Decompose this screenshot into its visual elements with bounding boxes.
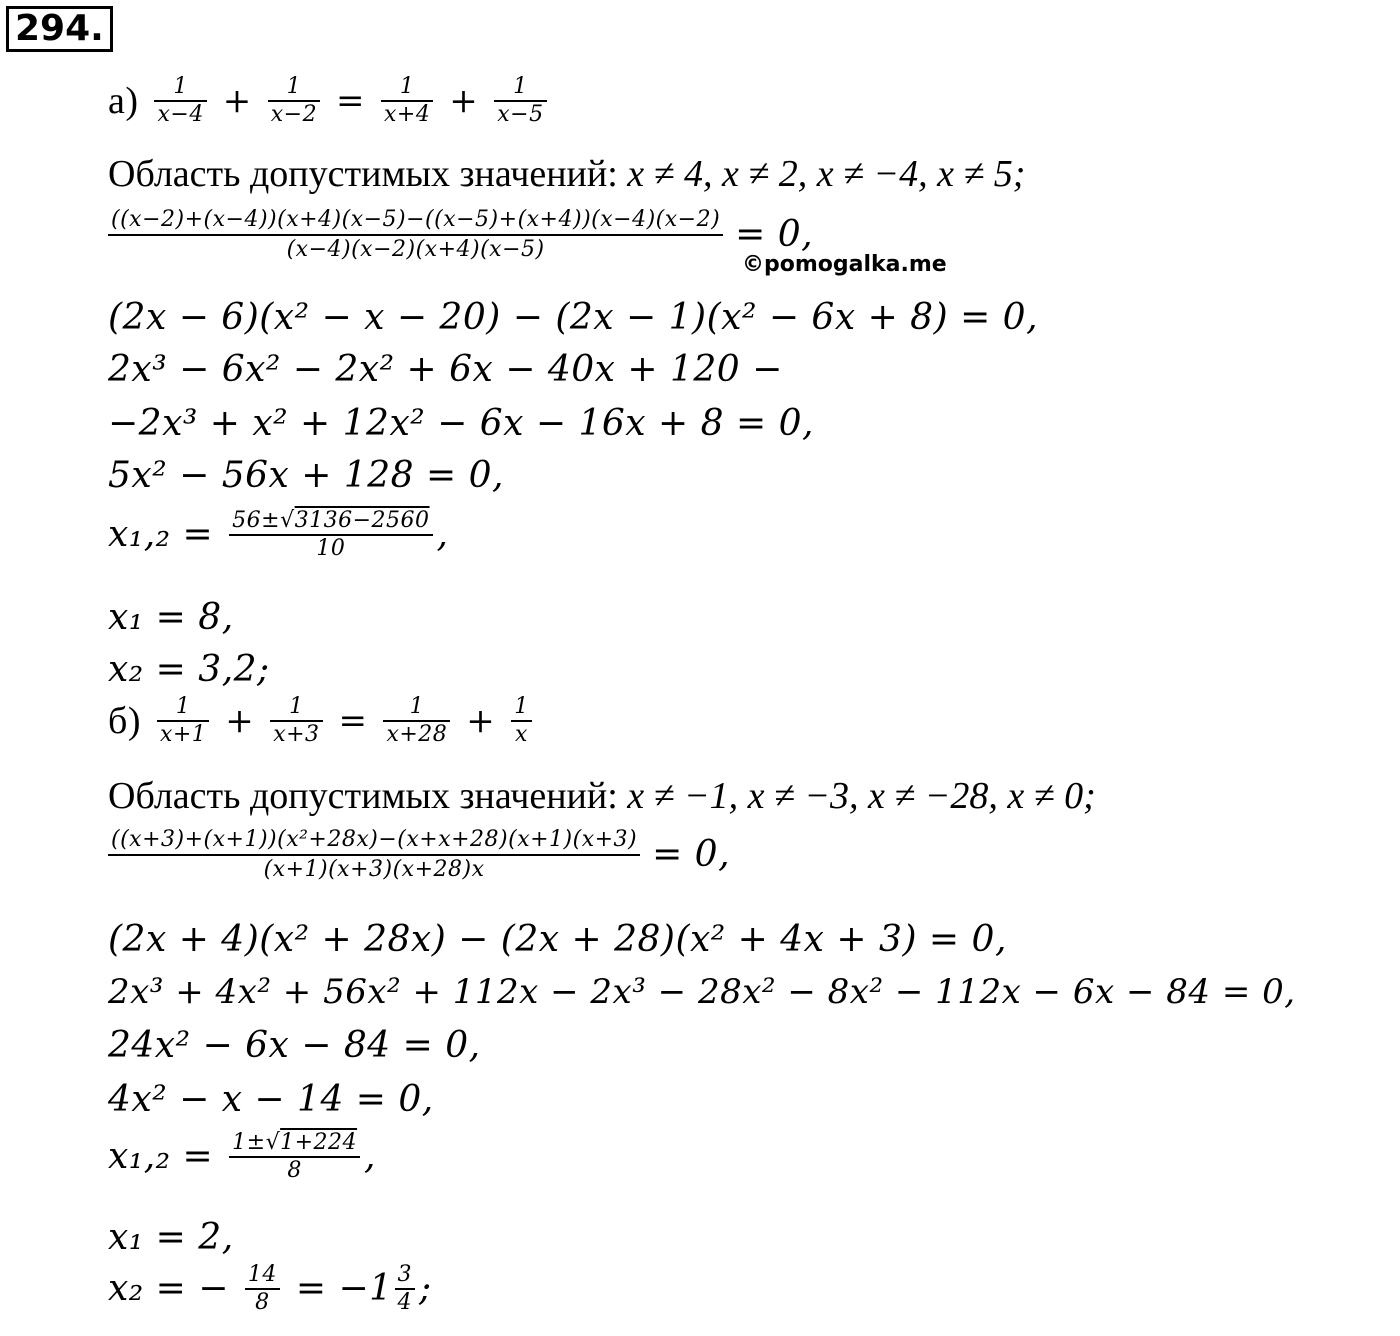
roots-fraction: $\frac{1\pm√1+224}{8}$ xyxy=(229,1130,360,1184)
part-a-equation: а) $\frac{1}{x-4}$ + $\frac{1}{x-2}$ = $\frac{1}{x+4}$ + $\frac{1}{x-5}$ xyxy=(108,74,551,128)
part-b-x1: x₁ = 2, xyxy=(108,1217,234,1258)
mixed-fraction: $\frac{3}{4}$ xyxy=(395,1262,416,1316)
part-b-combined: $\frac{\text{((x+3)+(x+1))(x²+28x)−(x+x+28)(x+1)(x+3)}}{(x+1)(x+3)(x+28)x}$ = 0, xyxy=(108,826,730,884)
part-b-line3: 24x² − 6x − 84 = 0, xyxy=(108,1025,481,1066)
fraction: $\frac{1}{x+3}$ xyxy=(270,694,322,748)
combined-fraction: $\frac{((x-2)+(x-4))(x+4)(x-5)-((x-5)+(x+4))(x-4)(x-2)}{(x-4)(x-2)(x+4)(x-5)}$ xyxy=(108,206,723,264)
part-a-domain xyxy=(108,152,1025,196)
part-a-line4: 5x² − 56x + 128 = 0, xyxy=(108,455,504,496)
part-a-x2: x₂ = 3,2; xyxy=(108,649,270,690)
part-a-roots: x₁,₂ = $\frac{56\pm√3136-2560}{10}$ , xyxy=(108,508,449,561)
part-a-label: а) xyxy=(108,80,139,122)
fraction: $\frac{1}{x-4}$ xyxy=(154,74,206,128)
watermark: ©pomogalka.me xyxy=(742,252,947,277)
domain-values: x ≠ −1, x ≠ −3, x ≠ −28, x ≠ 0; xyxy=(627,775,1096,817)
fraction: $\frac{1}{x}$ xyxy=(511,694,532,748)
problem-number: 294. xyxy=(6,6,113,52)
part-a-line1: (2x − 6)(x² − x − 20) − (2x − 1)(x² − 6x + 8) = 0, xyxy=(108,297,1039,338)
combined-fraction: $\frac{\text{((x+3)+(x+1))(x²+28x)−(x+x+28)(x+1)(x+3)}}{(x+1)(x+3)(x+28)x}$ xyxy=(108,826,640,884)
part-a-x1: x₁ = 8, xyxy=(108,597,234,638)
fraction: $\frac{1}{x+4}$ xyxy=(381,74,433,128)
part-b-label: б) xyxy=(108,700,141,742)
part-b-line1: (2x + 4)(x² + 28x) − (2x + 28)(x² + 4x + 3) = 0, xyxy=(108,919,1007,960)
domain-label: Область допустимых значений: xyxy=(108,775,618,817)
part-b-line2: 2x³ + 4x² + 56x² + 112x − 2x³ − 28x² − 8x² − 112x − 6x − 84 = 0, xyxy=(108,972,1296,1012)
fraction: $\frac{1}{x+1}$ xyxy=(157,694,209,748)
fraction: $\frac{1}{x-2}$ xyxy=(268,74,320,128)
part-a-line2: 2x³ − 6x² − 2x² + 6x − 40x + 120 − xyxy=(108,349,783,390)
part-b-equation: б) $\frac{1}{x+1}$ + $\frac{1}{x+3}$ = $\frac{1}{x+28}$ + $\frac{1}{x}$ xyxy=(108,694,536,748)
part-a-line3: −2x³ + x² + 12x² − 6x − 16x + 8 = 0, xyxy=(108,403,814,444)
fraction: $\frac{1}{x+28}$ xyxy=(383,694,450,748)
fraction: $\frac{14}{8}$ xyxy=(245,1262,280,1316)
domain-label: Область допустимых значений: xyxy=(108,153,618,195)
fraction: $\frac{1}{x-5}$ xyxy=(494,74,546,128)
part-b-x2: x₂ = − $\frac{14}{8}$ = −1 $\frac{3}{4}$ ; xyxy=(108,1262,432,1315)
domain-values: x ≠ 4, x ≠ 2, x ≠ −4, x ≠ 5; xyxy=(627,153,1026,195)
part-b-domain xyxy=(108,774,1096,818)
part-a-combined: $\frac{((x-2)+(x-4))(x+4)(x-5)-((x-5)+(x+4))(x-4)(x-2)}{(x-4)(x-2)(x+4)(x-5)}$ = 0, xyxy=(108,206,813,264)
part-b-roots: x₁,₂ = $\frac{1\pm√1+224}{8}$ , xyxy=(108,1130,376,1183)
roots-fraction: $\frac{56\pm√3136-2560}{10}$ xyxy=(229,508,432,562)
part-b-line4: 4x² − x − 14 = 0, xyxy=(108,1079,434,1120)
